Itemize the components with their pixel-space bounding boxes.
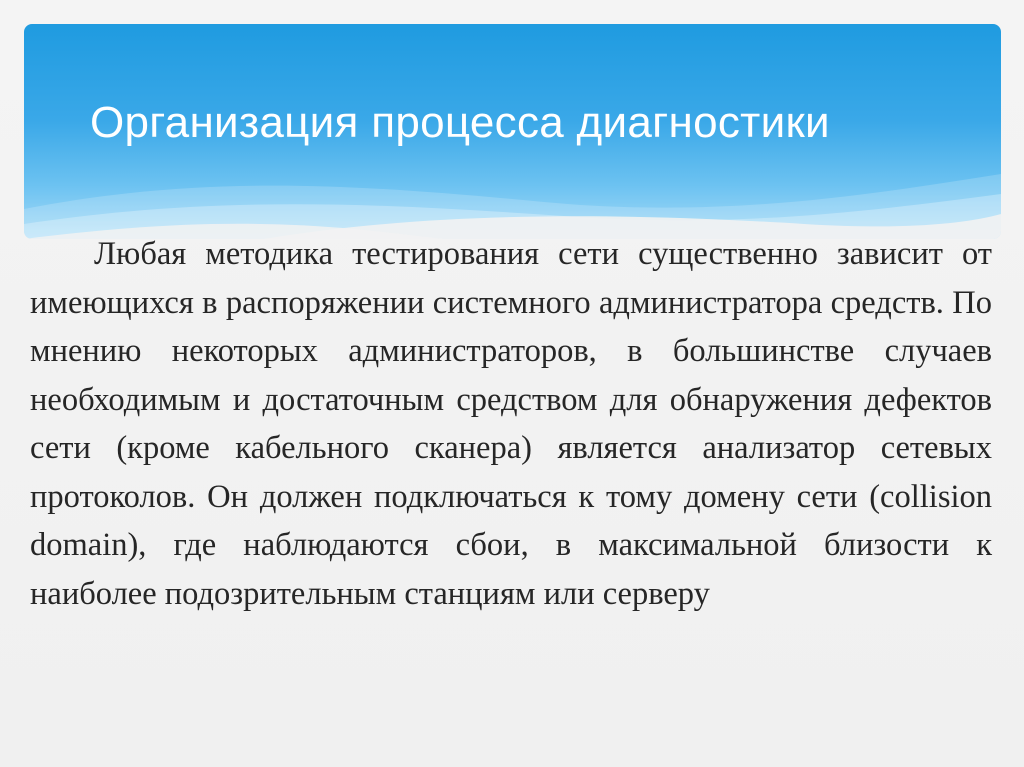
- title-banner: [24, 24, 1001, 239]
- slide-body-text: Любая методика тестирования сети существенно зависит от имеющихся в распоряжении системного администратора средств. По мнению некоторых администраторов, в большинстве случаев необходимым и достаточным средством для обнаружения дефектов сети (кроме кабельного сканера) является анализатор сетевых протоколов. Он должен подключаться к тому домену сети (collision domain), где наблюдаются сбои, в максимальной близости к наиболее подозрительным станциям или серверу: [30, 236, 992, 612]
- slide-title: Организация процесса диагностики: [90, 98, 830, 147]
